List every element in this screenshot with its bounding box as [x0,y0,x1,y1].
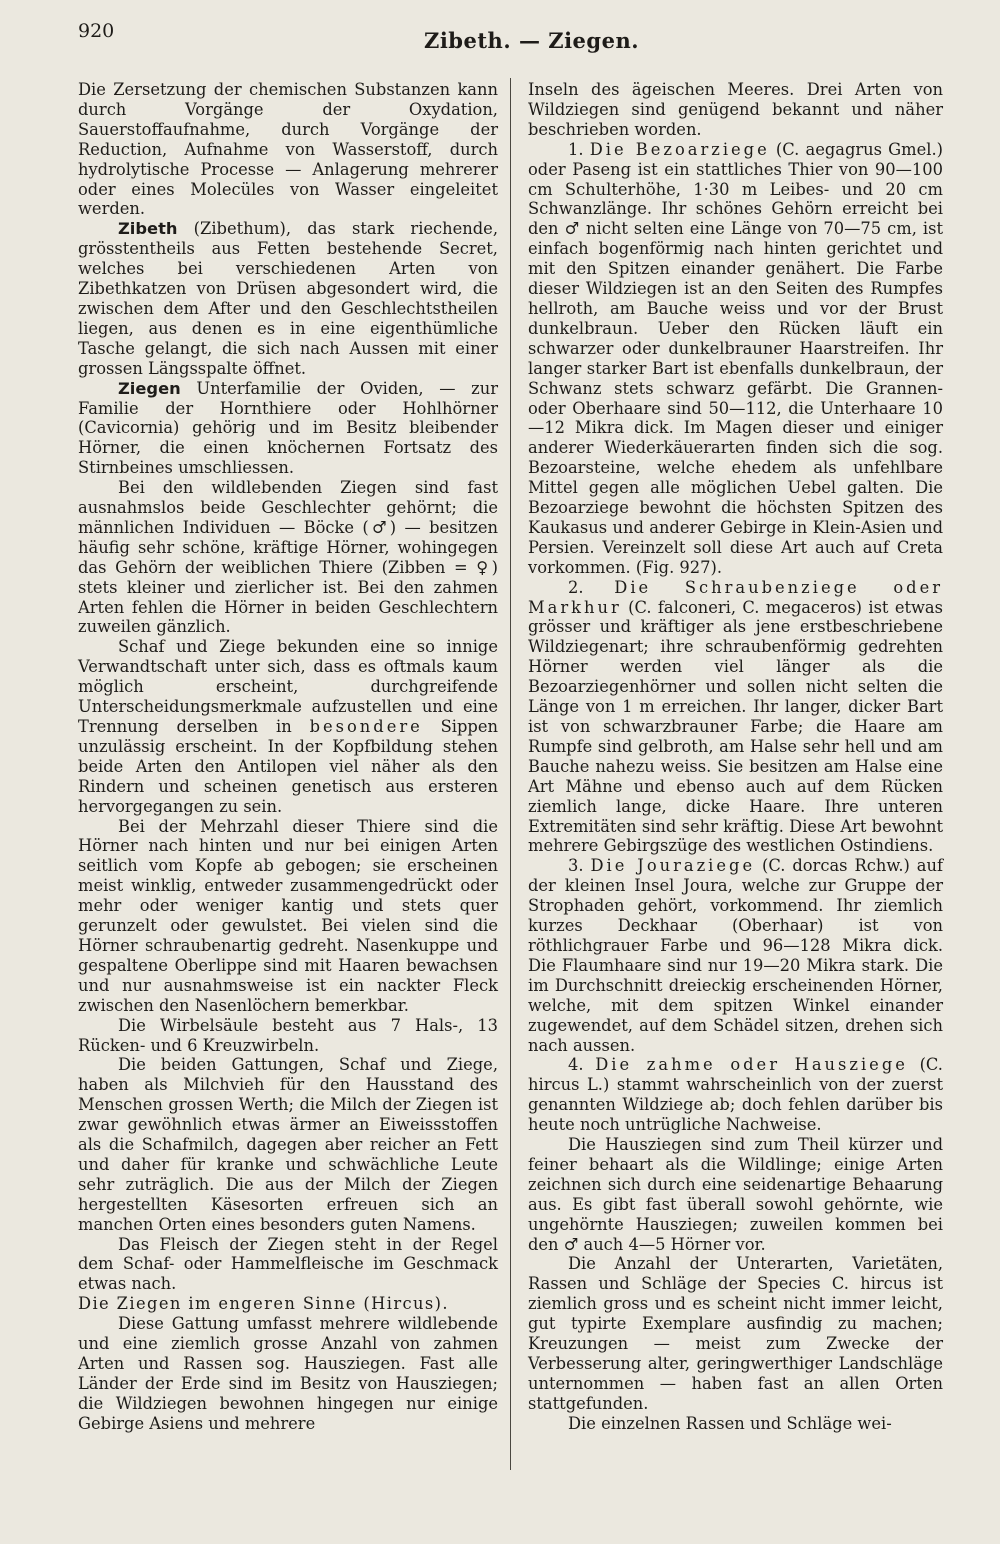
lemma-ziegen: Ziegen [118,378,181,398]
paragraph: Diese Gattung umfasst mehrere wildlebende und eine ziemlich grosse Anzahl von zahmen Arten und Rassen sog. Hausziegen. Fast alle Länder der Erde sind im Besitz von Hausziegen; die Wildziegen bewohnen hingegen nur einige Gebirge Asiens und mehrere [78,1314,498,1433]
paragraph: Die einzelnen Rassen und Schläge wei- [568,1413,892,1433]
paragraph: Das Fleisch der Ziegen steht in der Regel dem Schaf- oder Hammelfleische im Geschmack etwas nach. [78,1234,498,1294]
species-entry [528,1055,943,1135]
species-entry [528,856,943,1055]
entry-text: Unterfamilie der Oviden, — zur Familie der Hornthiere oder Hohlhörner (Cavicornia) gehörig und im Besitz bleibender Hörner, die einen knöchernen Fortsatz des Stirnbeines umschliessen. [78,378,498,478]
entry-number: 2. [568,577,615,597]
text-run: Schaf und Ziege bekunden eine so innige Verwandtschaft unter sich, dass es oftmals kaum möglich erscheint, durchgreifende Unterscheidungsmerkmale aufzustellen und eine Trennung derselben in [78,637,498,736]
emphasis: besondere [309,717,423,736]
running-title: Zibeth. — Ziegen. [424,28,640,53]
entry-text: (Zibethum), das stark riechende, grösstentheils aus Fetten bestehende Secret, welches bei verschiedenen Arten von Zibethkatzen von Drüsen abgesondert wird, die zwischen dem After und den Geschlechtstheilen liegen, aus denen es in eine eigenthümliche Tasche gelangt, die sich nach Aussen mit einer grossen Längsspalte öffnet. [78,219,498,378]
left-column [78,80,498,1434]
paragraph: Die Hausziegen sind zum Theil kürzer und feiner behaart als die Wildlinge; einige Arten zeichnen sich durch eine seidenartige Behaarung aus. Es gibt fast überall sowohl gehörnte, wie ungehörnte Hausziegen; zuweilen kommen bei den ♂ auch 4—5 Hörner vor. [528,1135,943,1254]
paragraph: Die Anzahl der Unterarten, Varietäten, Rassen und Schläge der Species C. hircus ist ziemlich gross und es scheint nicht immer leicht, gut typirte Exemplare ausfindig zu machen; Kreuzungen — meist zum Zwecke der Verbesserung alter, geringwerthiger Landschläge unternommen — haben fast an allen Orten stattgefunden. [528,1254,943,1413]
entry-ziegen [78,379,498,479]
species-name: Die zahme oder Hausziege [595,1055,908,1075]
paragraph: Bei der Mehrzahl dieser Thiere sind die Hörner nach hinten und nur bei einigen Arten seitlich vom Kopfe ab gebogen; sie erscheinen meist winklig, entweder zusammengedrückt oder mehr oder weniger kantig und stets quer gerunzelt oder gewulstet. Bei vielen sind die Hörner schraubenartig gedreht. Nasenkuppe und gespaltene Oberlippe sind mit Haaren bewachsen und nur ausnahmsweise ist ein nackter Fleck zwischen den Nasenlöchern bemerkbar. [78,816,498,1015]
species-name: Die Schraubenziege oder Markhur [528,577,943,617]
species-name: Die Bezoarziege [589,139,770,159]
section-heading: Die Ziegen im engeren Sinne (Hircus). [78,1294,449,1314]
species-name: Die Jouraziege [590,856,756,876]
species-entry [528,578,943,857]
entry-number: 3. [568,856,591,876]
paragraph: Die Wirbelsäule besteht aus 7 Hals-, 13 Rücken- und 6 Kreuzwirbeln. [78,1015,498,1055]
paragraph: Bei den wildlebenden Ziegen sind fast ausnahmslos beide Geschlechter gehörnt; die männlichen Individuen — Böcke (♂) — besitzen häufig sehr schöne, kräftige Hörner, wohingegen das Gehörn der weiblichen Thiere (Zibben = ♀) stets kleiner und zierlicher ist. Bei den zahmen Arten fehlen die Hörner in beiden Geschlechtern zuweilen gänzlich. [78,478,498,637]
entry-text: (C. falconeri, C. megaceros) ist etwas grösser und kräftiger als jene erstbeschriebene Wildziegenart; ihre schraubenförmig gedrehten Hörner werden viel länger als die Bezoarziegenhörner und sollen nicht selten die Länge von 1 m erreichen. Ihr langer, dicker Bart ist von schwarzbrauner Farbe; die Haare am Rumpfe sind gelbroth, am Halse sehr hell und am Bauche nahezu weiss. Sie besitzen am Halse eine Art Mähne und ebenso auch auf dem Rücken ziemlich lange, dicke Haare. Ihre unteren Extremitäten sind sehr kräftig. Diese Art bewohnt mehrere Gebirgszüge des westlichen Ostindiens. [528,597,943,856]
entry-text: (C. dorcas Rchw.) auf der kleinen Insel Joura, welche zur Gruppe der Strophaden gehört, vorkommend. Ihr ziemlich kurzes Deckhaar (Oberhaar) ist von röthlichgrauer Farbe und 96—128 Mikra dick. Die Flaumhaare sind nur 19—20 Mikra stark. Die im Durchschnitt dreieckig erscheinenden Hörner, welche, mit dem spitzen Winkel einander zugewendet, auf dem Schädel sitzen, drehen sich nach aussen. [528,856,943,1055]
entry-text: (C. aegagrus Gmel.) oder Paseng ist ein stattliches Thier von 90—100 cm Schulterhöhe, 1·30 m Leibes- und 20 cm Schwanzlänge. Ihr schönes Gehörn erreicht bei den ♂ nicht selten eine Länge von 70—75 cm, ist einfach bogenförmig nach hinten gerichtet und mit den Spitzen einander genähert. Die Farbe dieser Wildziegen ist an den Seiten des Rumpfes hellroth, am Bauche weiss und vor der Brust dunkelbraun. Ueber den Rücken läuft ein schwarzer oder dunkelbrauner Haarstreifen. Ihr langer starker Bart ist ebenfalls dunkelbraun, der Schwanz stets schwarz gefärbt. Die Grannen- oder Oberhaare sind 50—112, die Unterhaare 10—12 Mikra dick. Im Magen dieser und einiger anderer Wiederkäuerarten finden sich die sog. Bezoarsteine, welche ehedem als unfehlbare Mittel gegen alle möglichen Uebel galten. Die Bezoarziege bewohnt die höchsten Spitzen des Kaukasus und anderer Gebirge in Klein-Asien und Persien. Vereinzelt soll diese Art auch auf Creta vorkommen. (Fig. 927). [528,139,943,577]
column-divider [510,78,511,1470]
page-number: 920 [78,20,115,42]
entry-number: 1. [568,139,590,159]
species-entry [528,140,943,578]
entry-number: 4. [568,1055,596,1075]
text-run: Sippen unzulässig erscheint. In der Kopfbildung stehen beide Arten den Antilopen viel näher als den Rindern und scheinen genetisch aus ersteren hervorgegangen zu sein. [78,717,498,816]
paragraph: Die Zersetzung der chemischen Substanzen kann durch Vorgänge der Oxydation, Sauerstoffaufnahme, durch Vorgänge der Reduction, Aufnahme von Wasserstoff, durch hydrolytische Processe — Anlagerung mehrerer oder eines Molecüles von Wasser eingeleitet werden. [78,80,498,219]
paragraph: Die beiden Gattungen, Schaf und Ziege, haben als Milchvieh für den Hausstand des Menschen grossen Werth; die Milch der Ziegen ist zwar gewöhnlich etwas ärmer an Eiweissstoffen als die Schafmilch, dagegen aber reicher an Fett und daher für kranke und schwächliche Leute sehr zuträglich. Die aus der Milch der Ziegen hergestellten Käsesorten erfreuen sich an manchen Orten eines besonders guten Namens. [78,1055,498,1234]
lemma-zibeth: Zibeth [118,219,178,239]
paragraph [78,637,498,816]
entry-text: (C. hircus L.) stammt wahrscheinlich von der zuerst genannten Wildziege ab; doch fehlen darüber bis heute noch untrügliche Nachweise. [528,1055,943,1135]
paragraph: Inseln des ägeischen Meeres. Drei Arten von Wildziegen sind genügend bekannt und näher beschrieben worden. [528,80,943,139]
right-column [528,80,943,1434]
entry-zibeth [78,219,498,378]
